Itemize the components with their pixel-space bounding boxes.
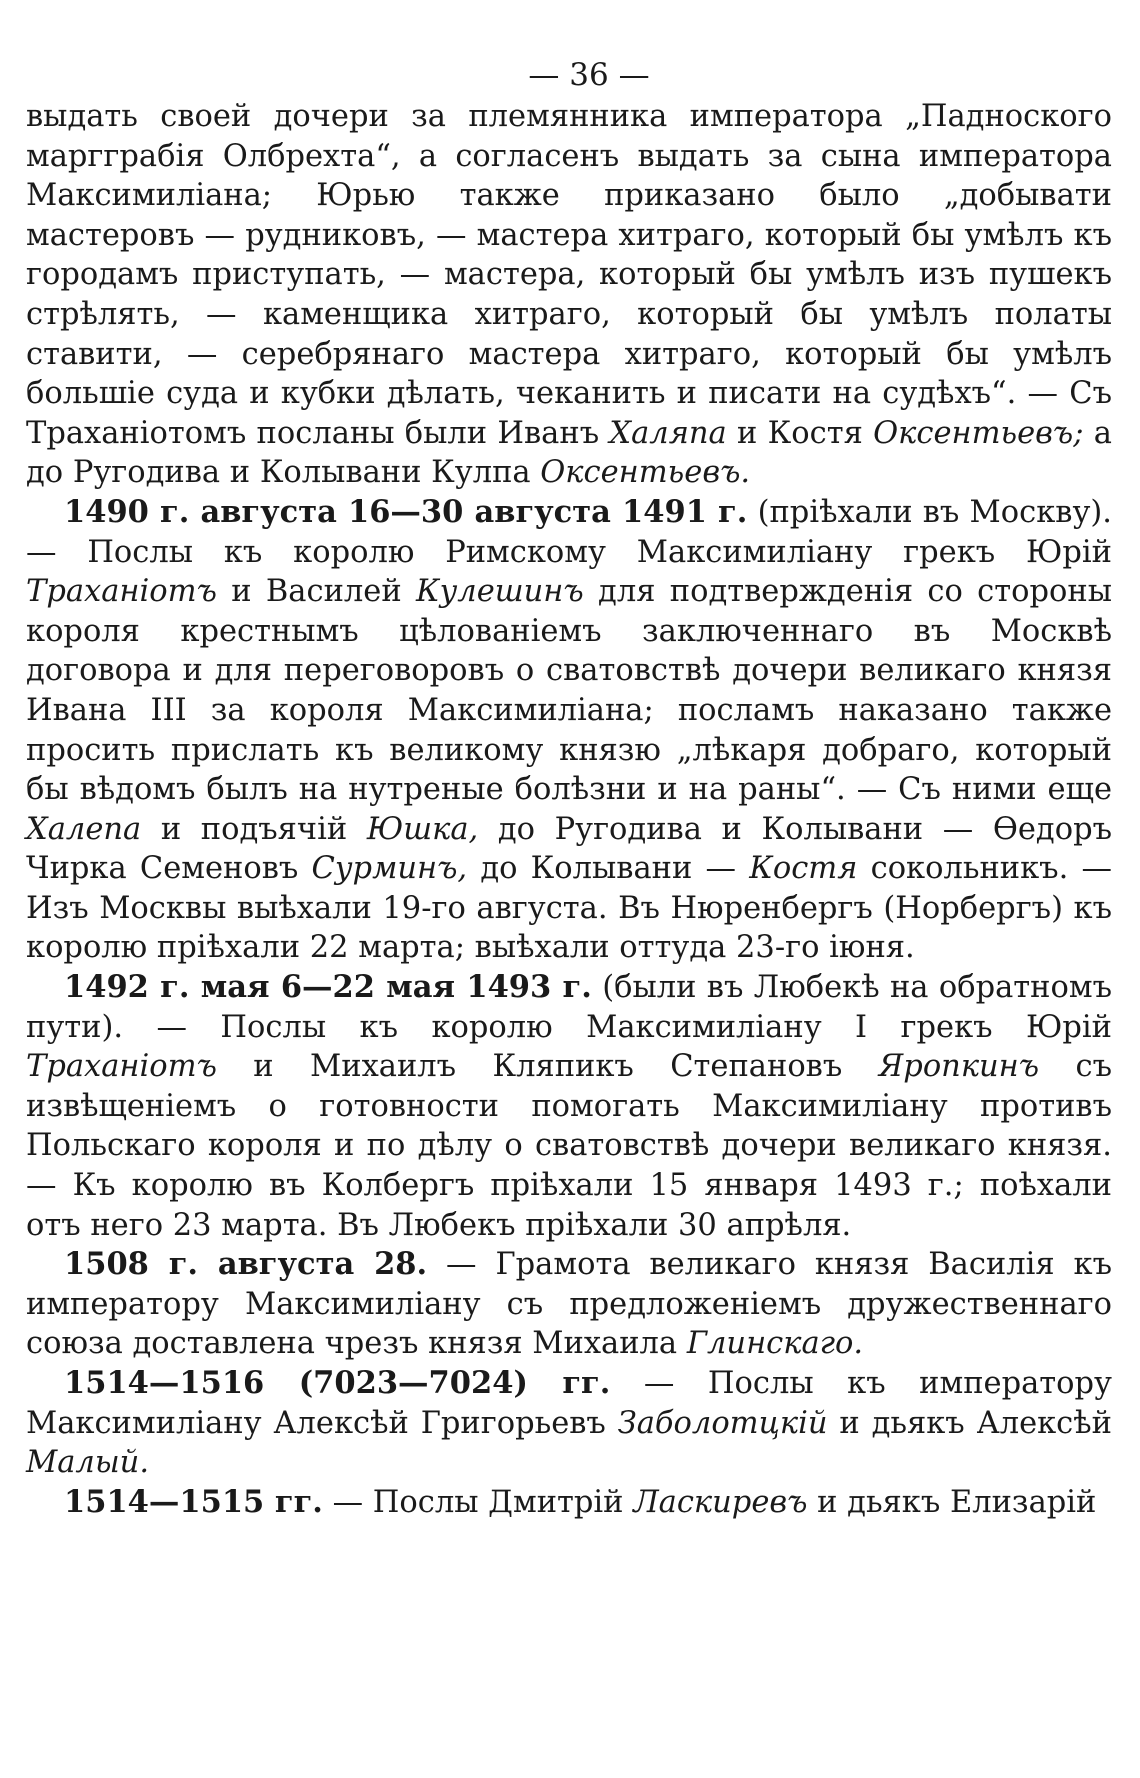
italic-name: Малый. [26, 1445, 150, 1481]
italic-name: Оксентьевъ. [540, 455, 751, 491]
text-run: для подтвержденія со стороны короля крестнымъ цѣлованіемъ заключеннаго въ Москвѣ договора и для переговоровъ о сватовствѣ дочери великаго князя Ивана III за короля Максимиліана; посламъ наказано также просить прислать къ великому князю „лѣкаря добраго, который бы вѣдомъ былъ на нутреные болѣзни и на раны“. — Съ ними еще [26, 574, 1112, 808]
italic-name: Юшка, [366, 811, 479, 847]
text-run: и Михаилъ Кляпикъ Степановъ [216, 1049, 879, 1085]
entry-date: 1514—1515 гг. [64, 1483, 323, 1520]
text-run: — Грамота великаго князя Василія къ императору Максимиліану съ предложеніемъ дружественнаго союза доставлена чрезъ князя Михаила [26, 1247, 1113, 1362]
entry-1492 [26, 968, 1112, 1245]
italic-name: Заболотцкій [617, 1405, 828, 1441]
text-run: до Колывани — [467, 851, 750, 887]
text-run: (пріѣхали въ Москву). — Послы къ королю Римскому Максимиліану грекъ Юрій [26, 494, 1112, 570]
entry-1490 [26, 493, 1112, 968]
text-run: и Костя [726, 415, 874, 451]
italic-name: Халяпа [609, 415, 727, 451]
text-run: и подъячій [141, 811, 367, 847]
italic-name: Траханіотъ [26, 1049, 217, 1085]
entry-1514-1516 [26, 1364, 1112, 1483]
entry-date: 1514—1516 (7023—7024) гг. [64, 1365, 611, 1401]
entry-date: 1508 г. августа 28. [64, 1246, 428, 1283]
page-number: — 36 — [528, 57, 650, 93]
text-run: (были въ Любекѣ на обратномъ пути). — Послы къ королю Максимиліану I грекъ Юрій [26, 970, 1112, 1045]
italic-name: Оксентьевъ; [873, 415, 1084, 451]
text-run: и дьякъ Алексѣй [827, 1405, 1112, 1441]
text-run: — Послы къ императору Максимиліану Алексѣй Григорьевъ [26, 1366, 1112, 1441]
text-run: и Василей [216, 574, 416, 610]
text-run: до Ругодива и Колывани — Ѳедоръ Чирка Семеновъ [26, 811, 1113, 887]
italic-name: Ласкиревъ [633, 1484, 808, 1520]
italic-name: Яропкинъ [878, 1049, 1040, 1085]
italic-name: Костя [749, 851, 858, 887]
italic-name: Глинскаго. [686, 1326, 864, 1362]
italic-name: Кулешинъ [415, 574, 584, 610]
italic-name: Сурминъ, [311, 851, 468, 887]
entry-1514-1515 [26, 1483, 1112, 1523]
text-run: сокольникъ. — Изъ Москвы выѣхали 19-го августа. Въ Нюренбергъ (Норбергъ) къ королю пріѣхали 22 марта; выѣхали оттуда 23-го іюня. [26, 851, 1112, 966]
italic-name: Траханіотъ [26, 574, 217, 610]
page [26, 55, 1112, 1522]
entry-1508 [26, 1245, 1112, 1364]
text-run: — Послы Дмитрій [322, 1484, 634, 1520]
entry-date: 1490 г. августа 16—30 августа 1491 г. [64, 493, 748, 530]
text-run: выдать своей дочери за племянника императора „Падноского маргграбія Олбрехта“, а согласенъ выдать за сына императора Максимиліана; Юрью также приказано было „добывати мастеровъ — рудниковъ, — мастера хитраго, который бы умѣлъ къ городамъ приступать, — мастера, который бы умѣлъ изъ пушекъ стрѣлять, — каменщика хитраго, который бы умѣлъ полаты ставити, — серебрянаго мастера хитраго, который бы умѣлъ большіе суда и кубки дѣлать, чеканить и писати на судѣхъ“. — Съ Траханіотомъ посланы были Иванъ [26, 99, 1112, 451]
paragraph-continuation [26, 97, 1112, 493]
text-run: и дьякъ Елизарій [807, 1484, 1097, 1520]
entry-date: 1492 г. мая 6—22 мая 1493 г. [64, 969, 592, 1006]
italic-name: Халепа [26, 811, 142, 847]
text-run: а до Ругодива и Колывани Кулпа [26, 415, 1112, 491]
text-run: съ извѣщеніемъ о готовности помогать Максимиліану противъ Польскаго короля и по дѣлу о сватовствѣ дочери великаго князя. — Къ королю въ Колбергъ пріѣхали 15 января 1493 г.; поѣхали отъ него 23 марта. Въ Любекъ пріѣхали 30 апрѣля. [26, 1049, 1112, 1243]
